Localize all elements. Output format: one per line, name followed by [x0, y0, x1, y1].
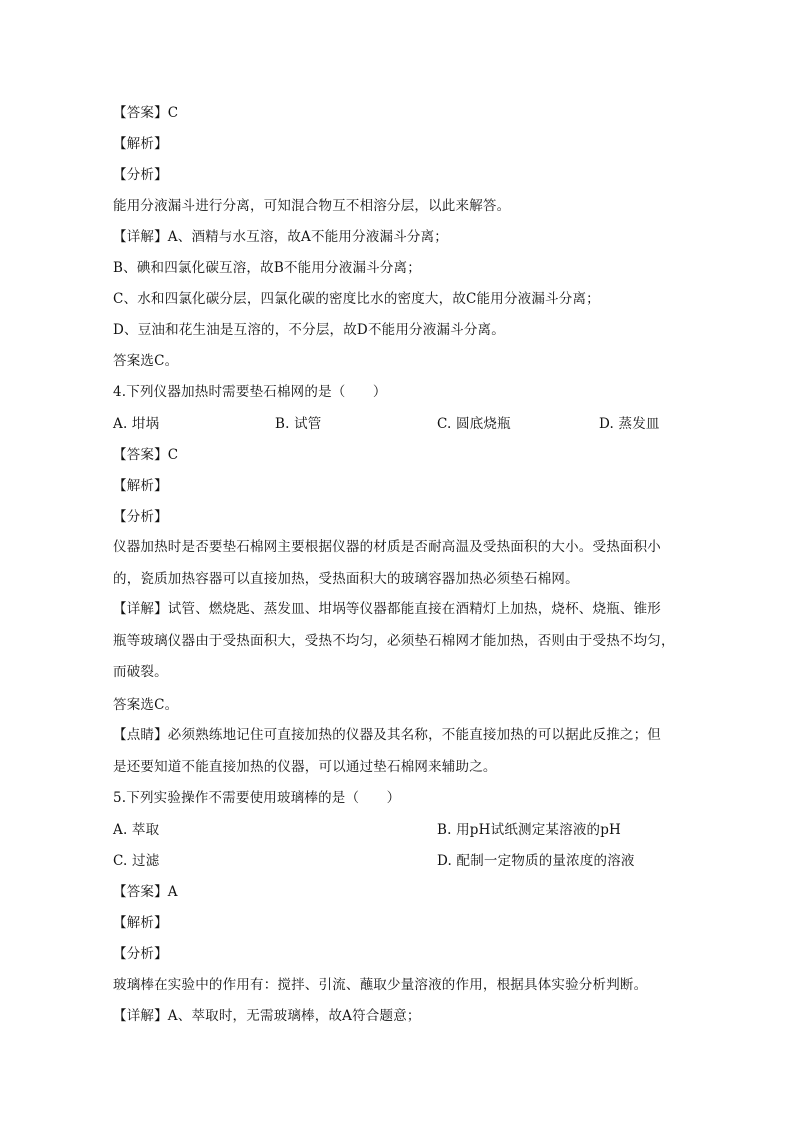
q4-stem: 4.下列仪器加热时需要垫石棉网的是（ ） — [113, 384, 387, 400]
q4-option-d: D. 蒸发皿 — [599, 416, 660, 432]
q4-detail — [113, 594, 688, 689]
q3-jiexi-heading: 【解析】 — [113, 136, 168, 152]
q3-analysis: 能用分液漏斗进行分离，可知混合物互不相溶分层，以此来解答。 — [113, 198, 511, 214]
q4-detail-line: 瓶等玻璃仪器由于受热面积大，受热不均匀，必须垫石棉网才能加热，否则由于受热不均匀， — [113, 632, 675, 649]
q4-option-b: B. 试管 — [275, 416, 322, 432]
q5-detail-a: 【详解】A、萃取时，无需玻璃棒，故A符合题意； — [113, 1008, 421, 1024]
q4-option-a: A. 坩埚 — [113, 416, 160, 432]
q3-fenxi-heading: 【分析】 — [113, 167, 168, 183]
q5-option-b: B. 用pH试纸测定某溶液的pH — [437, 822, 622, 838]
q5-answer: 【答案】A — [113, 884, 178, 900]
q3-answer: 【答案】C — [113, 105, 179, 121]
q5-option-a: A. 萃取 — [113, 822, 160, 838]
q4-detail-line: 而破裂。 — [113, 664, 168, 680]
q5-option-d: D. 配制一定物质的量浓度的溶液 — [437, 853, 635, 869]
q4-analysis-line: 的，瓷质加热容器可以直接加热，受热面积大的玻璃容器加热必须垫石棉网。 — [113, 570, 579, 587]
q3-detail-a: 【详解】A、酒精与水互溶，故A不能用分液漏斗分离； — [113, 229, 448, 245]
q4-option-c: C. 圆底烧瓶 — [437, 416, 511, 432]
q5-stem: 5.下列实验操作不需要使用玻璃棒的是（ ） — [113, 790, 401, 806]
q5-option-c: C. 过滤 — [113, 853, 160, 869]
q3-detail-d: D、豆油和花生油是互溶的，不分层，故D不能用分液漏斗分离。 — [113, 322, 505, 338]
q5-analysis: 玻璃棒在实验中的作用有：搅拌、引流、蘸取少量溶液的作用，根据具体实验分析判断。 — [113, 977, 648, 993]
q3-detail-b: B、碘和四氯化碳互溶，故B不能用分液漏斗分离； — [113, 260, 421, 276]
q4-point — [113, 720, 688, 783]
q3-detail-c: C、水和四氯化碳分层，四氯化碳的密度比水的密度大，故C能用分液漏斗分离； — [113, 291, 600, 307]
q4-point-line: 是还要知道不能直接加热的仪器，可以通过垫石棉网来辅助之。 — [113, 758, 497, 775]
q3-choose: 答案选C。 — [113, 353, 179, 369]
q4-point-line: 【点睛】必须熟练地记住可直接加热的仪器及其名称，不能直接加热的可以据此反推之；但 — [113, 727, 661, 743]
q4-answer: 【答案】C — [113, 447, 179, 463]
q5-fenxi-heading: 【分析】 — [113, 946, 168, 962]
q4-analysis — [113, 532, 688, 595]
q4-fenxi-heading: 【分析】 — [113, 509, 168, 525]
q4-choose: 答案选C。 — [113, 697, 179, 713]
q5-jiexi-heading: 【解析】 — [113, 915, 168, 931]
q4-analysis-line: 仪器加热时是否要垫石棉网主要根据仪器的材质是否耐高温及受热面积的大小。受热面积小 — [113, 539, 661, 555]
q4-jiexi-heading: 【解析】 — [113, 478, 168, 494]
q4-detail-line: 【详解】试管、燃烧匙、蒸发皿、坩埚等仪器都能直接在酒精灯上加热，烧杯、烧瓶、锥形 — [113, 601, 661, 617]
